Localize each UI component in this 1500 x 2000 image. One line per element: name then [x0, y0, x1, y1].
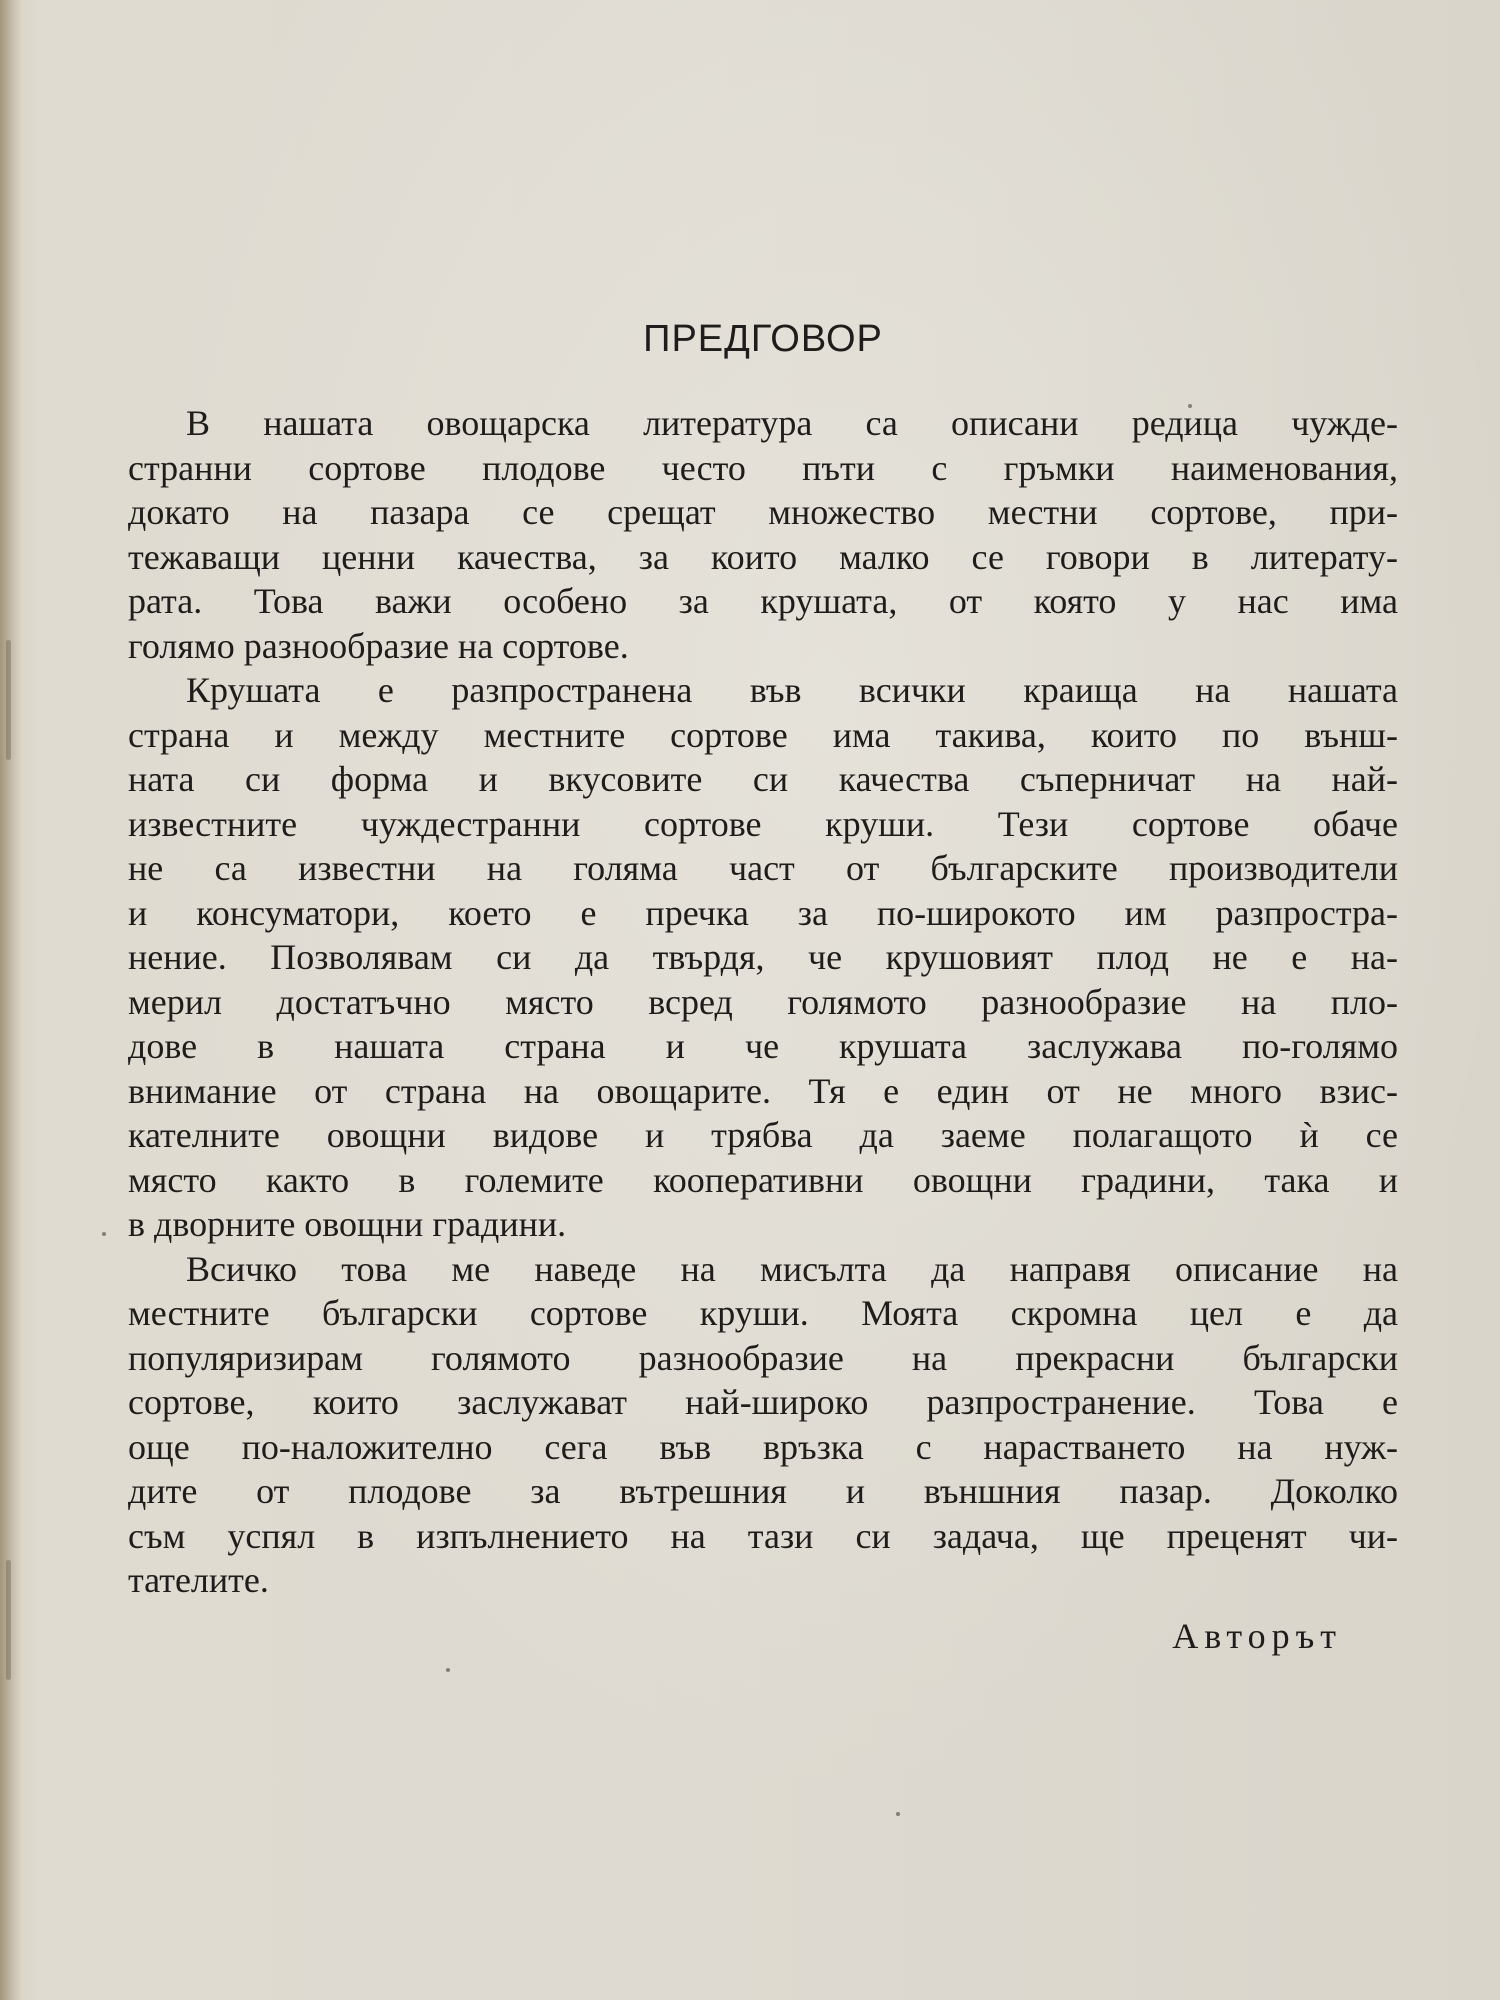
text-line: В нашата овощарска литература са описани редица чужде- — [186, 403, 1398, 443]
paragraph-2 — [128, 668, 1398, 1247]
text-line: страна и между местните сортове има такива, които по външ- — [128, 714, 1398, 755]
text-line: в дворните овощни градини. — [128, 1204, 567, 1244]
text-line: не са известни на голяма част от българските производители — [128, 848, 1398, 888]
text-line: дове в нашата страна и че крушата заслужава по-голямо — [128, 1026, 1398, 1066]
text-line: известните чуждестранни сортове круши. Тези сортове обаче — [128, 803, 1398, 844]
text-line: тателите. — [128, 1560, 269, 1600]
paper-speck — [102, 1232, 106, 1236]
text-line: нение. Позволявам си да твърдя, че крушовият плод не е на- — [128, 937, 1398, 977]
text-line: съм успял в изпълнението на тази си задача, ще преценят чи- — [128, 1515, 1398, 1556]
paper-speck — [446, 1668, 450, 1672]
paragraph-1 — [128, 401, 1398, 668]
text-line: и консуматори, което е пречка за по-широкото им разпростра- — [128, 892, 1398, 933]
page-title: ПРЕДГОВОР — [643, 318, 883, 360]
text-line: внимание от страна на овощарите. Тя е един от не много взис- — [128, 1070, 1398, 1111]
text-line: странни сортове плодове често пъти с гръмки наименования, — [128, 447, 1398, 488]
binding-stitch — [6, 1560, 11, 1680]
text-line: рата. Това важи особено за крушата, от която у нас има — [128, 581, 1398, 621]
text-line: дите от плодове за вътрешния и външния пазар. Доколко — [128, 1471, 1398, 1511]
text-line: голямо разнообразие на сортове. — [128, 625, 629, 666]
text-line: кателните овощни видове и трябва да заеме полагащото ѝ се — [128, 1115, 1398, 1155]
text-line: ната си форма и вкусовите си качества съперничат на най- — [128, 759, 1398, 799]
text-line: сортове, които заслужават най-широко разпространение. Това е — [128, 1382, 1398, 1422]
text-line: място както в големите кооперативни овощни градини, така и — [128, 1159, 1398, 1200]
paper-speck — [896, 1812, 900, 1816]
text-line: докато на пазара се срещат множество местни сортове, при- — [128, 492, 1398, 532]
author-signature: Авторът — [1172, 1615, 1342, 1656]
text-line: популяризирам голямото разнообразие на прекрасни български — [128, 1337, 1398, 1378]
paragraph-3 — [128, 1247, 1398, 1603]
binding-stitch — [6, 640, 11, 760]
text-line: Крушата е разпространена във всички краища на нашата — [186, 670, 1398, 710]
text-line: мерил достатъчно място всред голямото разнообразие на пло- — [128, 981, 1398, 1022]
binding-shadow — [0, 0, 22, 2000]
text-line: Всичко това ме наведе на мисълта да направя описание на — [186, 1248, 1398, 1289]
text-line: местните български сортове круши. Моята скромна цел е да — [128, 1293, 1398, 1333]
preface-text — [128, 318, 1398, 1657]
text-line: още по-наложително сега във връзка с нарастването на нуж- — [128, 1426, 1398, 1467]
text-line: тежаващи ценни качества, за които малко се говори в литерату- — [128, 536, 1398, 577]
